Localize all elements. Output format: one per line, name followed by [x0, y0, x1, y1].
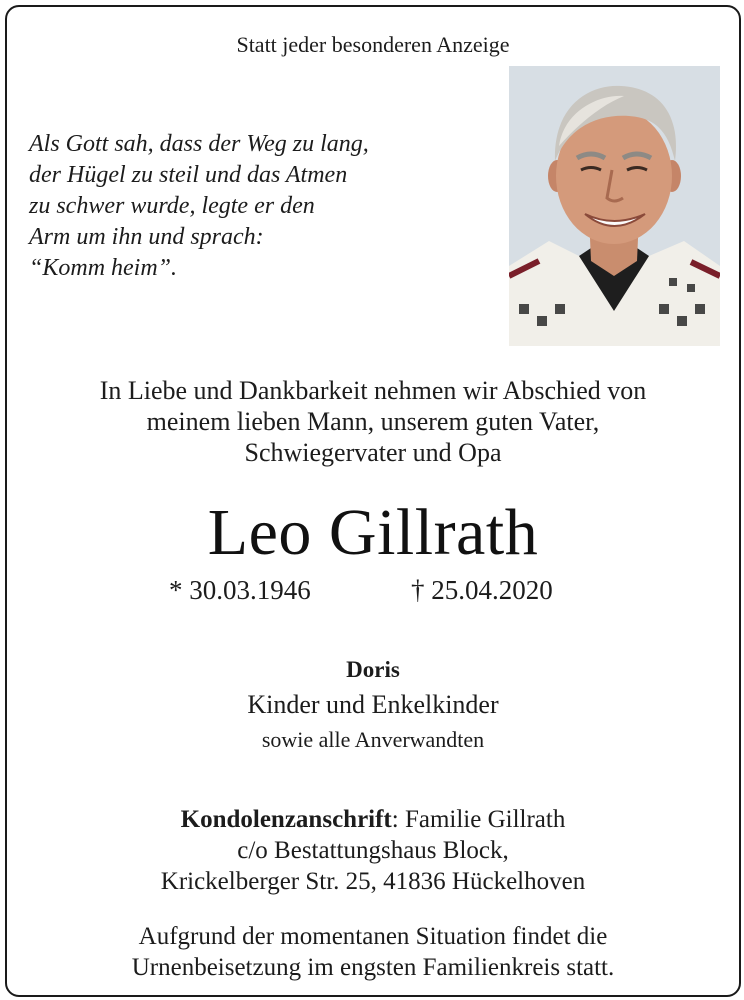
portrait-photo	[509, 66, 720, 346]
address-line-3: Krickelberger Str. 25, 41836 Hückelhoven	[160, 868, 586, 895]
address-line-1	[7, 804, 739, 835]
note-line: Aufgrund der momentanen Situation findet die	[138, 923, 608, 950]
condolence-address	[7, 804, 739, 897]
mourner-children: Kinder und Enkelkinder	[247, 690, 499, 719]
birth-date: * 30.03.1946	[169, 575, 311, 605]
poem	[29, 129, 369, 284]
intro-text	[7, 375, 739, 468]
address-recipient: : Familie Gillrath	[391, 806, 566, 833]
obituary-card	[5, 5, 741, 997]
deceased-name: Leo Gillrath	[207, 496, 539, 569]
intro-line: Schwiegervater und Opa	[244, 438, 502, 467]
header-text: Statt jeder besonderen Anzeige	[236, 32, 510, 57]
address-line-2: c/o Bestattungshaus Block,	[237, 837, 509, 864]
burial-note	[7, 921, 739, 983]
note-line: Urnenbeisetzung im engsten Familienkreis statt.	[131, 954, 615, 981]
poem-line: Als Gott sah, dass der Weg zu lang,	[29, 131, 369, 157]
intro-line: meinem lieben Mann, unserem guten Vater,	[146, 407, 600, 436]
address-label: Kondolenzanschrift	[180, 806, 392, 833]
mourner-relatives: sowie alle Anverwandten	[261, 727, 485, 752]
poem-line: zu schwer wurde, legte er den	[29, 193, 315, 219]
poem-line: Arm um ihn und sprach:	[29, 224, 264, 250]
poem-line: “Komm heim”.	[29, 255, 178, 281]
portrait-illustration	[509, 66, 720, 346]
death-date: † 25.04.2020	[411, 575, 553, 605]
intro-line: In Liebe und Dankbarkeit nehmen wir Abschied von	[99, 376, 647, 405]
poem-line: der Hügel zu steil und das Atmen	[29, 162, 348, 188]
mourner-primary: Doris	[346, 657, 400, 682]
